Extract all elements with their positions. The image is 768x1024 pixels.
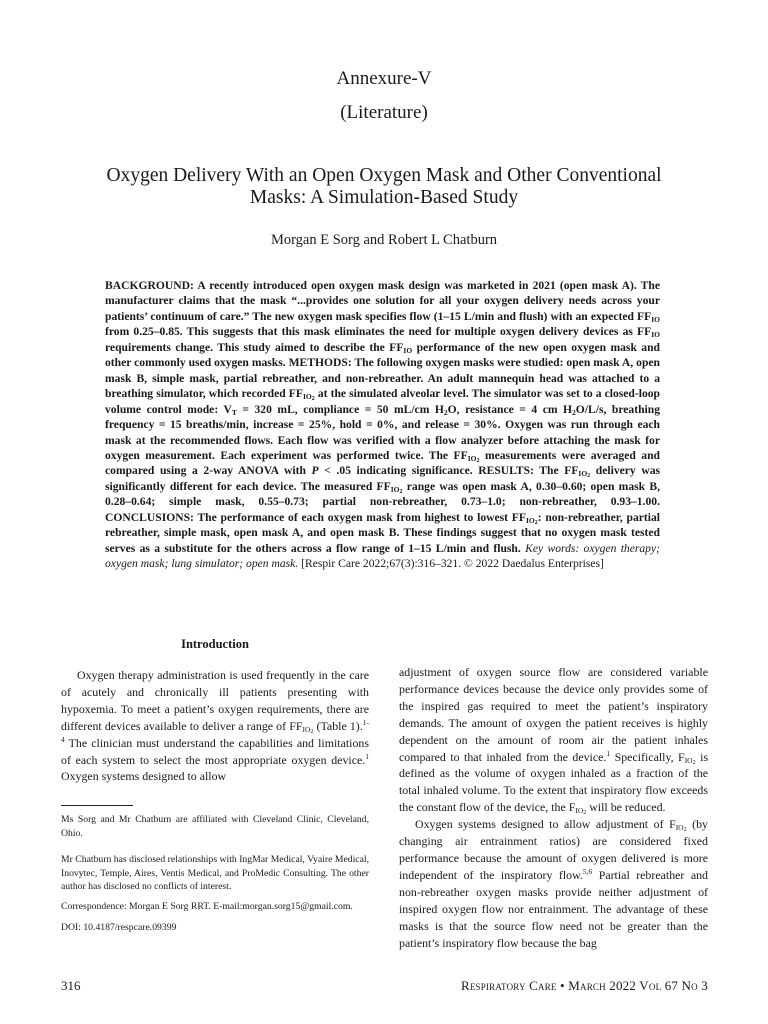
footnote-affiliation: Ms Sorg and Mr Chatburn are affiliated with Cleveland Clinic, Cleveland, Ohio. bbox=[61, 814, 369, 839]
left-column bbox=[61, 667, 369, 785]
right-column bbox=[399, 664, 708, 951]
right-paragraph-2: Oxygen systems designed to allow adjustment of $F_{IO_2}$ (by changing air entrainment ratios) are considered fixed performance because the amount of oxygen delivered is more independent of the inspiratory flow.$^{5,6}$ Partial rebreather and non-rebreather oxygen masks provide neither adjustment of inspired oxygen flow nor entrainment. The advantage of these masks is that the source flow need not be greater than the patient’s inspiratory flow because the bag bbox=[399, 817, 708, 950]
article-authors: Morgan E Sorg and Robert L Chatburn bbox=[270, 232, 498, 248]
article-title bbox=[60, 165, 708, 209]
footnote-correspondence: Correspondence: Morgan E Sorg RRT. E-mail:morgan.sorg15@gmail.com. bbox=[61, 901, 353, 912]
footnote-disclosure: Mr Chatburn has disclosed relationships with IngMar Medical, Vyaire Medical, Inovytec, Temple, Aires, Ventis Medical, and ProMedic Consulting. The other author has disclosed no conflicts of interest. bbox=[61, 854, 369, 892]
footnote-divider bbox=[61, 805, 133, 806]
journal-footer: Respiratory Care • March 2022 Vol 67 No 3 bbox=[460, 978, 708, 993]
footnote-doi: DOI: 10.4187/respcare.09399 bbox=[61, 922, 177, 933]
citation: [Respir Care 2022;67(3):316–321. © 2022 Daedalus Enterprises] bbox=[301, 557, 604, 571]
right-paragraph-1: adjustment of oxygen source flow are considered variable performance devices because the device only provides some of the inspired gas required to meet the patient’s inspiratory demands. The amount of oxygen the patient receives is highly dependent on the amount of room air the patient inhales compared to that inhaled from the device.$^1$ Specifically, $F_{IO_2}$ is defined as the volume of oxygen inhaled as a fraction of the total inhaled volume. To the extent that inspiratory flow exceeds the constant flow of the device, the $F_{IO_2}$ will be reduced. bbox=[399, 665, 709, 817]
annexure-subheading: (Literature) bbox=[340, 102, 428, 123]
annexure-heading: Annexure-V bbox=[336, 68, 432, 89]
intro-paragraph: Oxygen therapy administration is used frequently in the care of acutely and chronically ill patients presenting with hypoxemia. To meet a patient’s oxygen requirements, there are different devices available to deliver a range of $FF_{IO_2}$ (Table 1).$^{1-4}$ The clinician must understand the capabilities and limitations of each system to select the most appropriate oxygen device.$^1$ Oxygen systems designed to allow bbox=[61, 668, 369, 784]
keywords: Key words: oxygen therapy; oxygen mask; lung simulator; open mask. bbox=[105, 541, 660, 571]
abstract: BACKGROUND: A recently introduced open oxygen mask design was marketed in 2021 (open mask A). The manufacturer claims that the mask “...provides one solution for all your oxygen delivery needs across your patients’ continuum of care.” The new oxygen mask specifies flow (1–15 L/min and flush) with an expected $FF_{IO}$ from 0.25–0.85. This suggests that this mask eliminates the need for multiple oxygen delivery devices as $FF_{IO}$ requirements change. This study aimed to describe the $FF_{IO}$ performance of the new open oxygen mask and other commonly used oxygen masks. METHODS: The following oxygen masks were studied: open mask A, open mask B, simple mask, partial rebreather, and non-rebreather. An adult mannequin head was attached to a breathing simulator, which recorded $FF_{IO_2}$ at the simulated alveolar level. The simulator was set to a closed-loop volume control mode: $V_T = 320$ mL, compliance = 50 mL/cm $H_2O$, resistance = 4 cm $H_2O/L/s$, breathing frequency = 15 breaths/min, increase = 25%, hold = 0%, and release = 30%. Oxygen was run through each mask at the recommended flows. Each flow was verified with a flow analyzer before attaching the mask for oxygen measurement. Each experiment was performed twice. The $FF_{IO_2}$ measurements were averaged and compared using a 2-way ANOVA with P < .05 indicating significance. RESULTS: The $FF_{IO_2}$ delivery was significantly different for each device. The measured $FF_{IO_2}$ range was open mask A, 0.30–0.60; open mask B, 0.28–0.64; simple mask, 0.55–0.73; partial non-rebreather, 0.73–1.0; non-rebreather, 0.93–1.00. CONCLUSIONS: The performance of each oxygen mask from highest to lowest $FF_{IO_2}$: non-rebreather, partial rebreather, simple mask, open mask A, and open mask B. These findings suggest that no oxygen mask tested serves as a substitute for the others across a flow range of 1–15 L/min and flush. Key words: oxygen therapy; oxygen mask; lung simulator; open mask. [Respir Care 2022;67(3):316–321. © 2022 Daedalus Enterprises] bbox=[105, 279, 661, 571]
section-heading-introduction: Introduction bbox=[181, 637, 249, 651]
title-line-2: Masks: A Simulation-Based Study bbox=[249, 187, 519, 208]
title-line-1: Oxygen Delivery With an Open Oxygen Mask and Other Conventional bbox=[106, 165, 662, 186]
page-number: 316 bbox=[61, 978, 81, 993]
